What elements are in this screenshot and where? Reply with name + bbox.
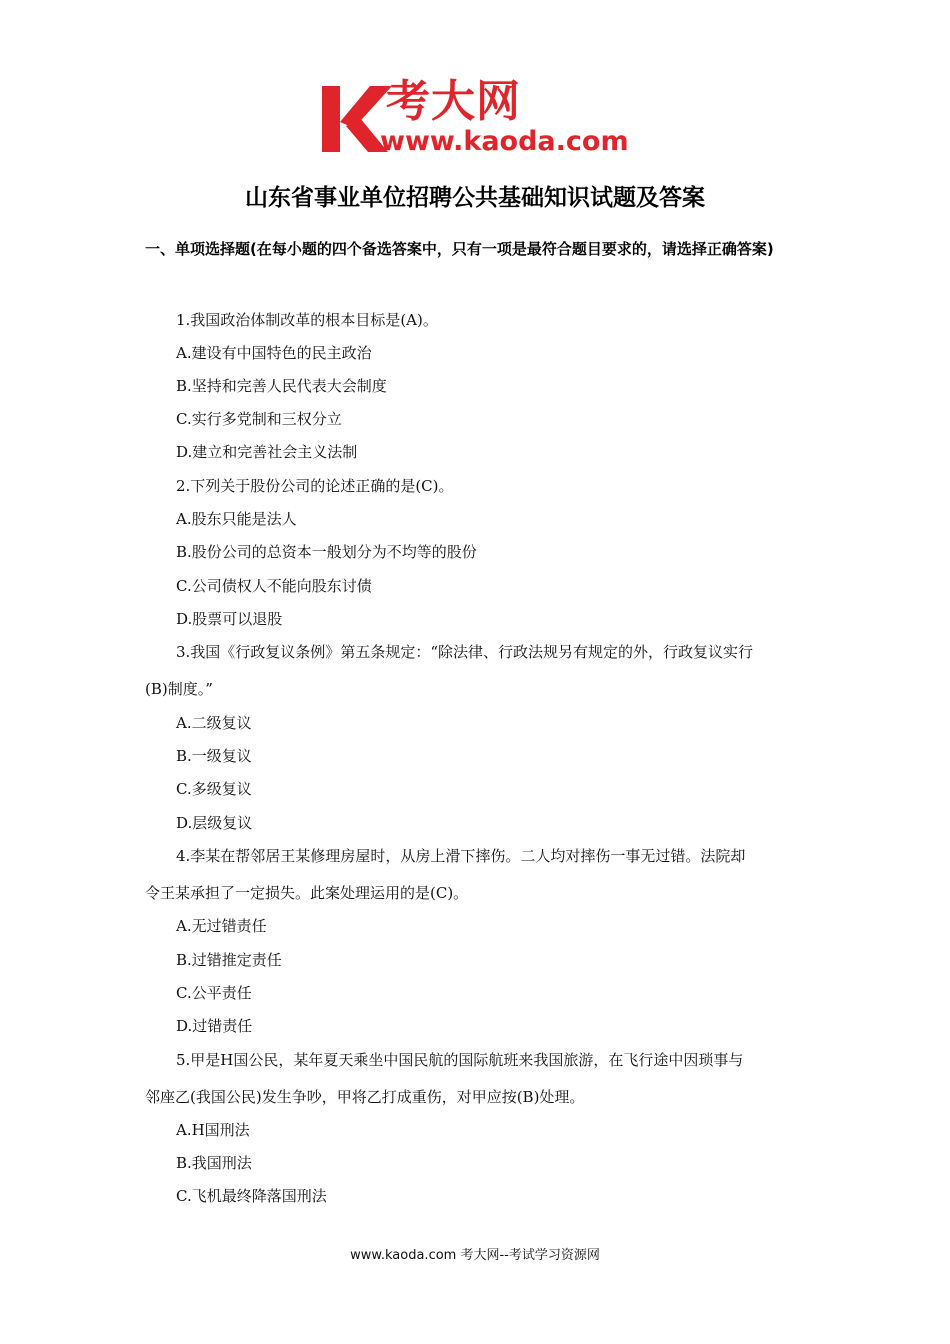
question-4-option-a: A.无过错责任 [176,917,267,935]
question-2-stem: 2.下列关于股份公司的论述正确的是(C)。 [176,477,454,495]
question-5-stem-line2: 邻座乙(我国公民)发生争吵，甲将乙打成重伤，对甲应按(B)处理。 [145,1088,585,1106]
question-5-option-b: B.我国刑法 [176,1154,252,1172]
question-5-stem-line1: 5.甲是H国公民，某年夏天乘坐中国民航的国际航班来我国旅游，在飞行途中因琐事与 [176,1051,744,1069]
question-3-option-c: C.多级复议 [176,780,252,798]
question-1-option-a: A.建设有中国特色的民主政治 [176,344,372,362]
question-3-stem-line1: 3.我国《行政复议条例》第五条规定：“除法律、行政法规另有规定的外，行政复议实行 [176,643,753,661]
question-1-option-c: C.实行多党制和三权分立 [176,410,342,428]
question-4-stem-line1: 4.李某在帮邻居王某修理房屋时，从房上滑下摔伤。二人均对摔伤一事无过错。法院却 [176,847,746,865]
page-footer: www.kaoda.com 考大网--考试学习资源网 [350,1248,600,1263]
question-2-option-b: B.股份公司的总资本一般划分为不均等的股份 [176,543,477,561]
document-title: 山东省事业单位招聘公共基础知识试题及答案 [245,185,705,211]
question-4-option-b: B.过错推定责任 [176,951,282,969]
section-heading: 一、单项选择题(在每小题的四个备选答案中，只有一项是最符合题目要求的，请选择正确答案) [145,240,774,258]
logo-url: www.kaoda.com [380,126,629,157]
question-1-stem: 1.我国政治体制改革的根本目标是(A)。 [176,311,438,329]
question-1-option-d: D.建立和完善社会主义法制 [176,443,358,461]
question-2-option-a: A.股东只能是法人 [176,510,297,528]
question-4-option-c: C.公平责任 [176,984,252,1002]
question-4-option-d: D.过错责任 [176,1017,253,1035]
question-3-option-d: D.层级复议 [176,814,253,832]
question-2-option-d: D.股票可以退股 [176,610,283,628]
question-4-stem-line2: 令王某承担了一定损失。此案处理运用的是(C)。 [145,884,469,902]
logo-text-cn: 考大网 [386,76,521,127]
question-1-option-b: B.坚持和完善人民代表大会制度 [176,377,387,395]
kaoda-logo [316,78,638,162]
question-3-option-a: A.二级复议 [176,714,252,732]
question-3-stem-line2: (B)制度。” [145,680,213,698]
question-5-option-c: C.飞机最终降落国刑法 [176,1187,327,1205]
question-3-option-b: B.一级复议 [176,747,252,765]
question-2-option-c: C.公司债权人不能向股东讨债 [176,577,372,595]
question-5-option-a: A.H国刑法 [176,1121,250,1139]
